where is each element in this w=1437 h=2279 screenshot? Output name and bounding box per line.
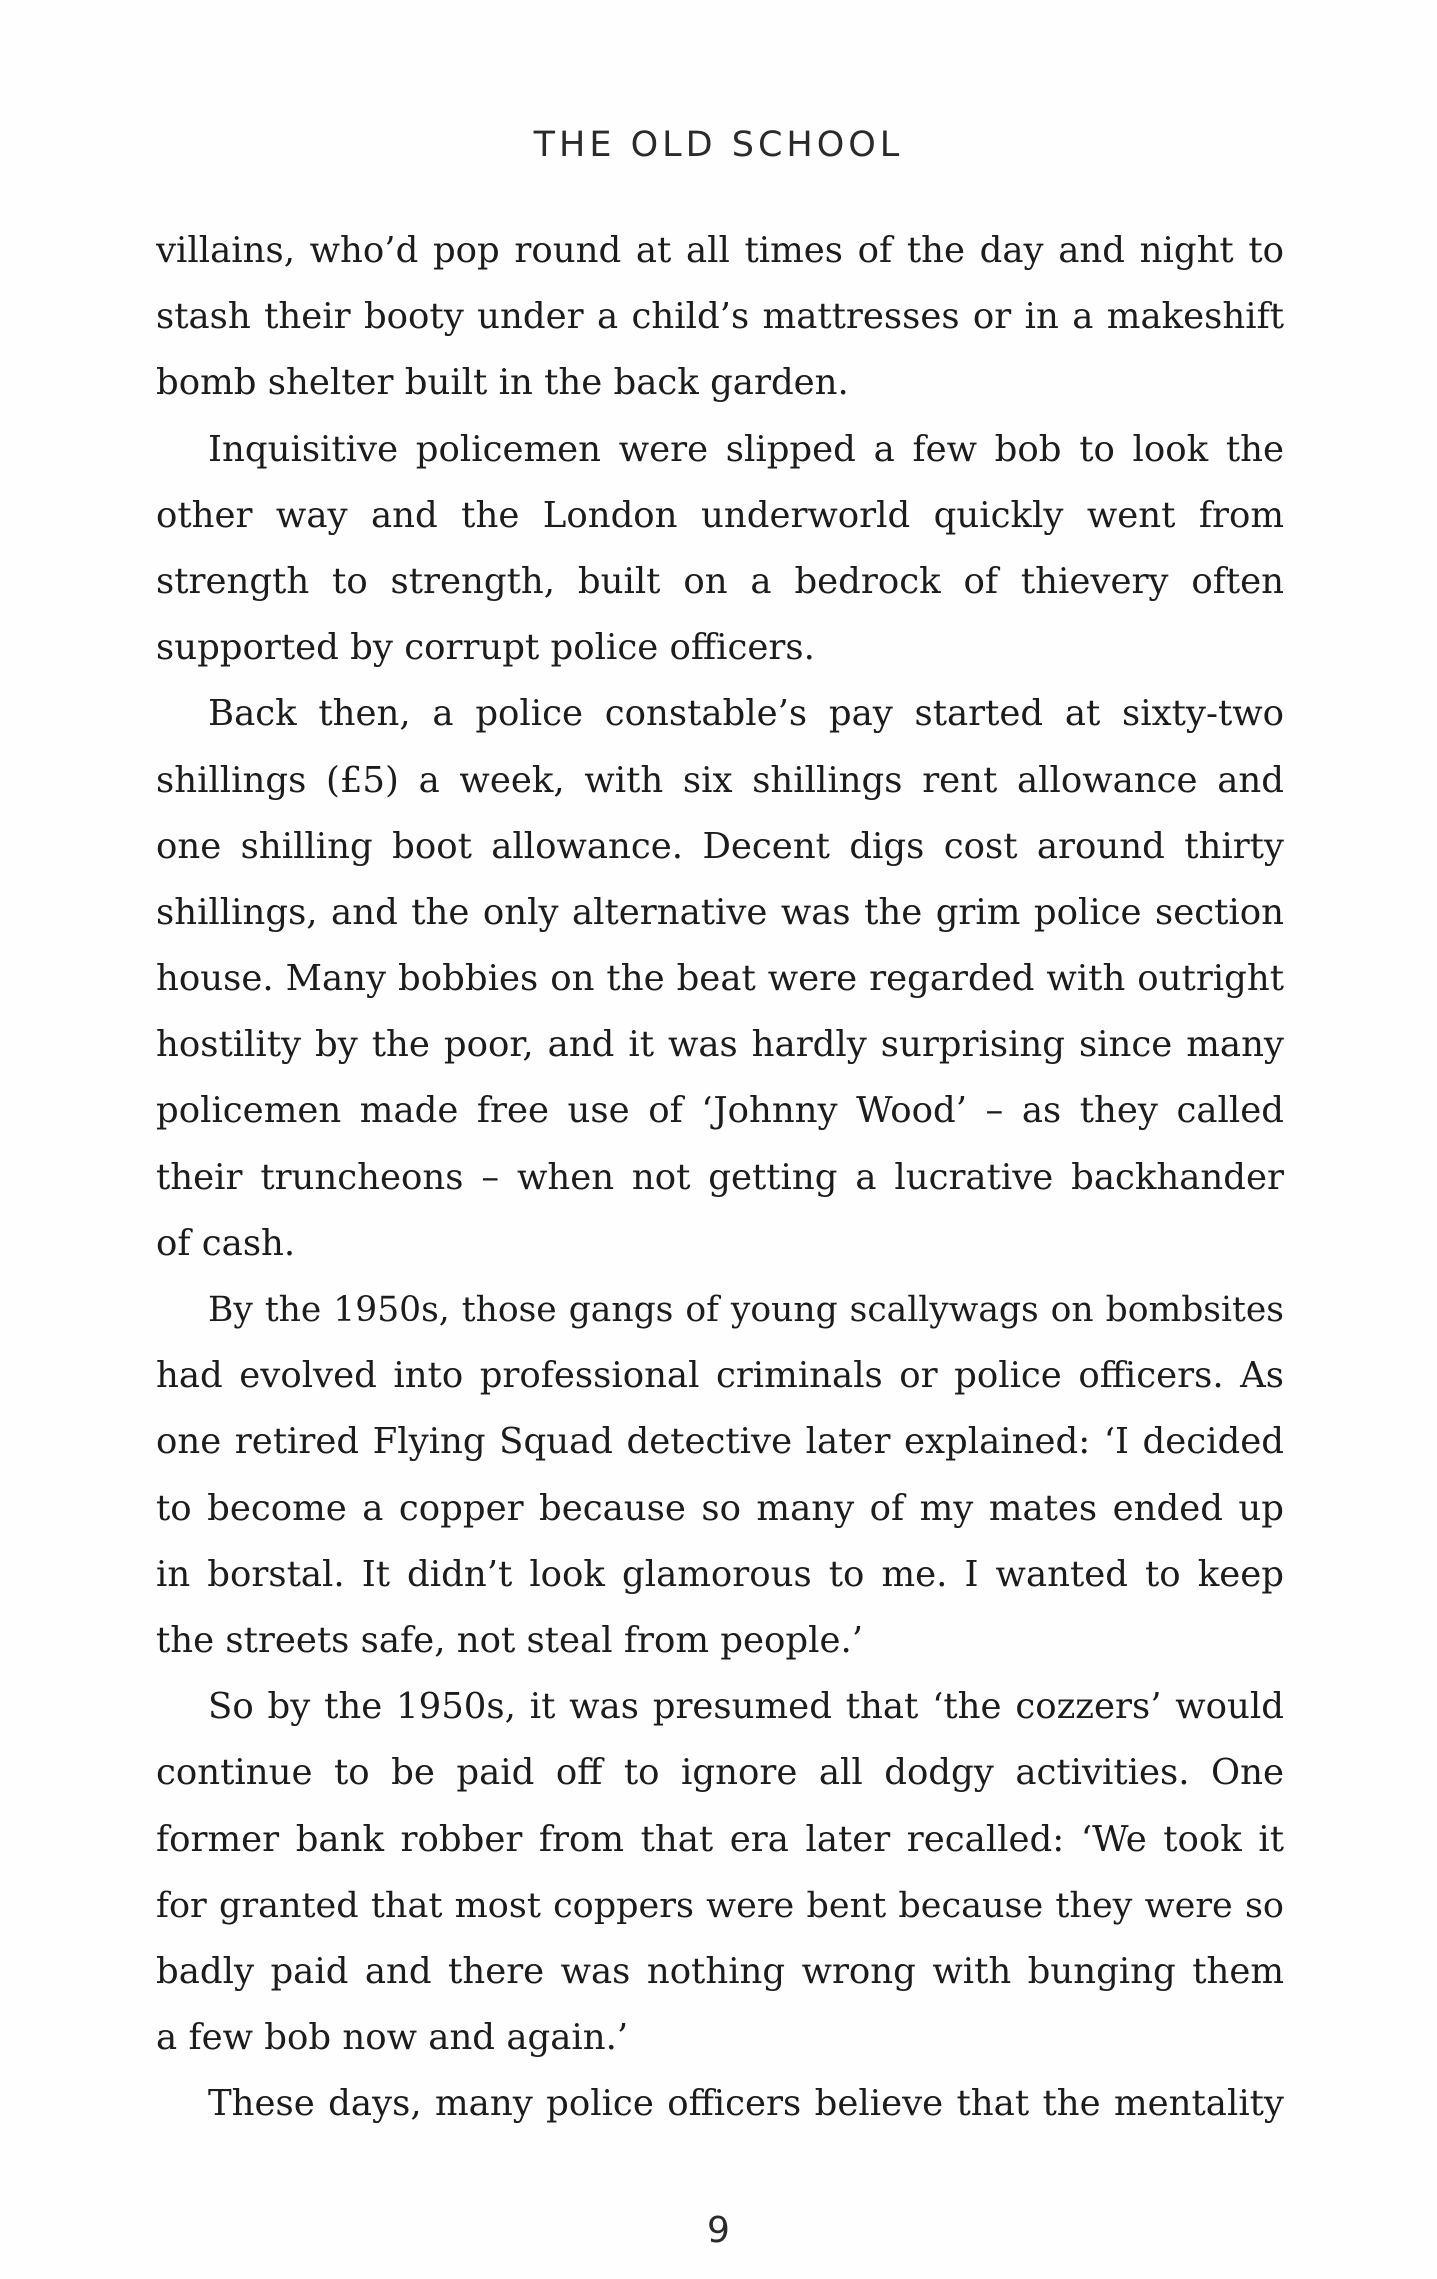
text-line: policemen made free use of ‘Johnny Wood’ – as they called (156, 1090, 1284, 1132)
text-line: one retired Flying Squad detective later explained: ‘I decided (156, 1421, 1284, 1463)
text-line: hostility by the poor, and it was hardly surprising since many (156, 1024, 1284, 1066)
text-line: the streets safe, not steal from people.’ (156, 1619, 864, 1661)
text-line: house. Many bobbies on the beat were regarded with outright (156, 958, 1284, 1000)
text-line: one shilling boot allowance. Decent digs cost around thirty (156, 825, 1284, 867)
text-line: Inquisitive policemen were slipped a few bob to look the (208, 428, 1284, 470)
text-line: shillings, and the only alternative was the grim police section (156, 891, 1284, 933)
text-line: supported by corrupt police officers. (156, 627, 815, 669)
text-line: of cash. (156, 1222, 296, 1264)
running-head: THE OLD SCHOOL (533, 125, 904, 165)
text-line: for granted that most coppers were bent because they were so (156, 1885, 1284, 1926)
text-line: continue to be paid off to ignore all dodgy activities. One (156, 1752, 1284, 1794)
text-line: strength to strength, built on a bedrock of thievery often (156, 560, 1284, 602)
text-line: So by the 1950s, it was presumed that ‘the cozzers’ would (208, 1686, 1284, 1728)
text-line: had evolved into professional criminals or police officers. As (156, 1355, 1284, 1397)
text-line: Back then, a police constable’s pay started at sixty-two (208, 693, 1284, 735)
text-line: their truncheons – when not getting a lucrative backhander (156, 1156, 1284, 1198)
text-line: bomb shelter built in the back garden. (156, 362, 849, 404)
text-line: shillings (£5) a week, with six shillings rent allowance and (156, 759, 1284, 801)
text-line: villains, who’d pop round at all times of the day and night to (156, 230, 1284, 271)
page-number: 9 (707, 2210, 730, 2251)
text-line: former bank robber from that era later recalled: ‘We took it (156, 1818, 1284, 1860)
text-line: stash their booty under a child’s mattresses or in a makeshift (156, 296, 1284, 338)
body-text (156, 218, 1284, 2137)
text-line: in borstal. It didn’t look glamorous to me. I wanted to keep (156, 1553, 1284, 1595)
text-line: By the 1950s, those gangs of young scallywags on bombsites (208, 1290, 1284, 1330)
text-line: These days, many police officers believe that the mentality (208, 2083, 1284, 2125)
text-line: badly paid and there was nothing wrong with bunging them (156, 1950, 1284, 1992)
text-line: a few bob now and again.’ (156, 2017, 629, 2059)
text-line: other way and the London underworld quickly went from (156, 494, 1284, 536)
text-line: to become a copper because so many of my mates ended up (156, 1487, 1284, 1529)
